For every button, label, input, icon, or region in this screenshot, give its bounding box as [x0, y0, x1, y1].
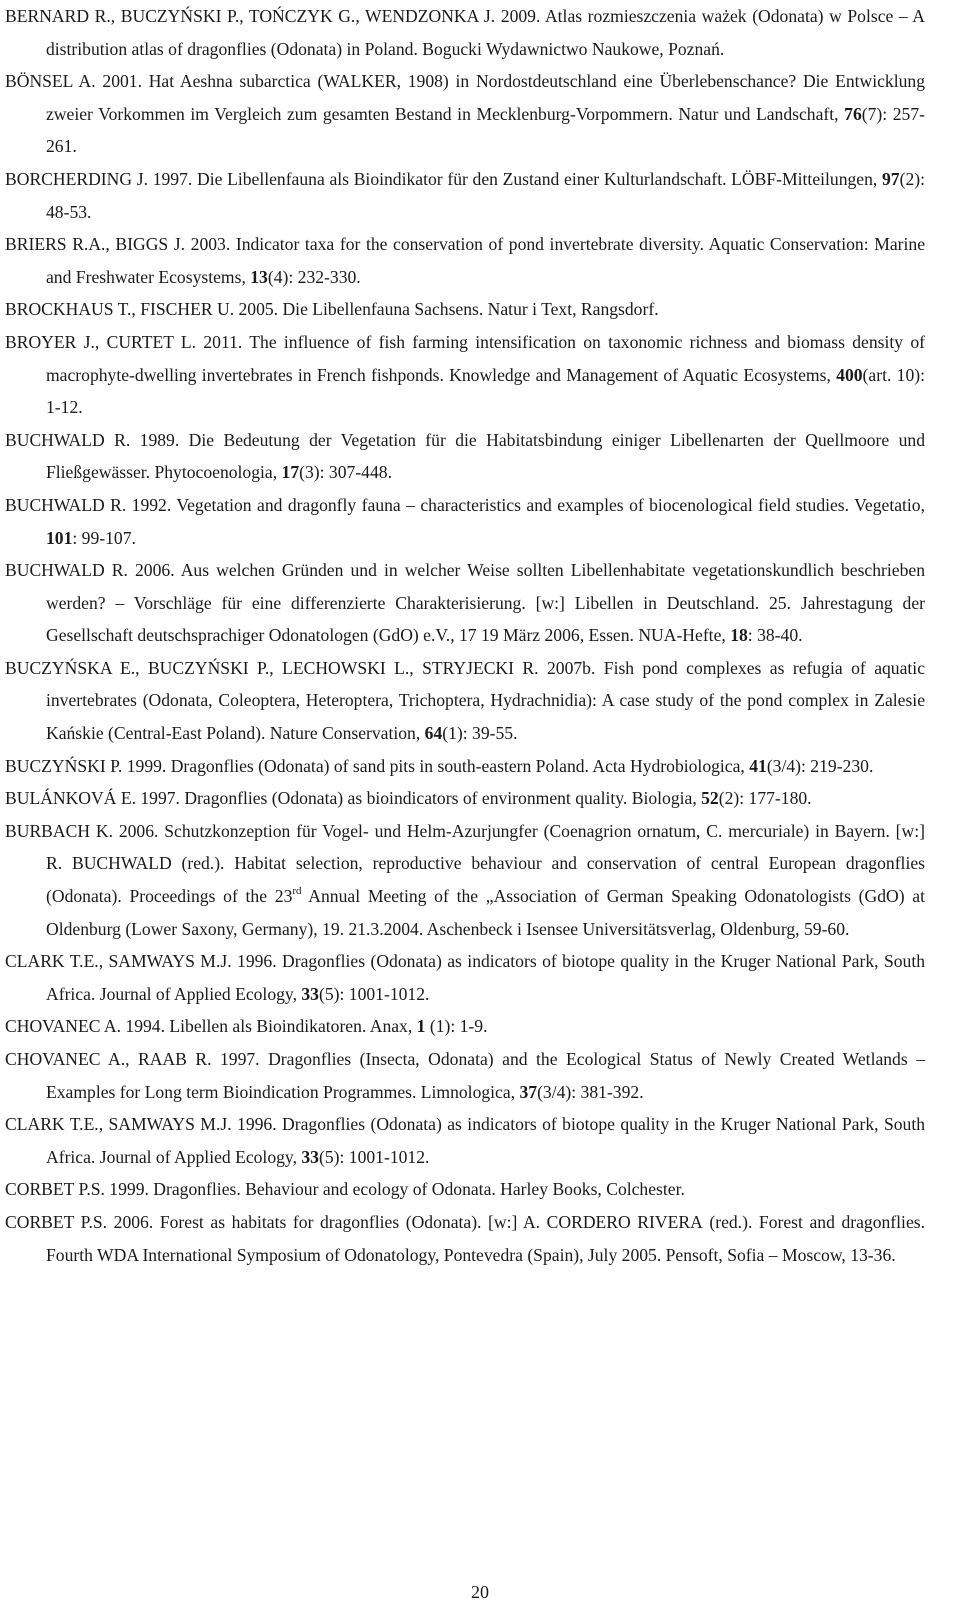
reference-volume: 1 — [416, 1016, 426, 1037]
reference-author: BRIERS R.A., BIGGS J. — [5, 234, 186, 255]
reference-author: WALKER — [323, 71, 397, 92]
reference-text: Annual Meeting of the „Association of German Speaking Odonatologists (GdO) at Oldenburg (Lower Saxony, Germany), 19. 21.3.2004. Aschenbeck i Isensee Universitätsverlag, Oldenburg, 59-60. — [46, 886, 925, 939]
reference-text: (2): 177-180. — [718, 788, 812, 809]
reference-volume: 64 — [424, 723, 443, 744]
reference-author: CHOVANEC A. — [5, 1016, 122, 1037]
reference-entry — [5, 554, 925, 652]
reference-text: 1999. Dragonflies. Behaviour and ecology of Odonata. Harley Books, Colchester. — [104, 1179, 685, 1200]
reference-author: BÖNSEL A. — [5, 71, 96, 92]
reference-volume: 18 — [730, 625, 748, 646]
reference-text: 1996. Dragonflies (Odonata) as indicators of biotope quality in the Kruger National Park, South Africa. Journal of Applied Ecology, — [46, 1114, 926, 1167]
reference-text: , 1908) in Nordostdeutschland eine Überlebenschance? Die Entwicklung zweier Vorkommen im Vergleich zum gesamten Bestand in Mecklenburg-Vorpommern. Natur und Landschaft, — [46, 71, 926, 124]
reference-text: (5): 1001-1012. — [318, 1146, 430, 1167]
reference-author: CORBET P.S. — [5, 1179, 105, 1200]
reference-text: (1): 39-55. — [442, 723, 518, 744]
reference-author: CLARK T.E., SAMWAYS M.J. — [5, 951, 232, 972]
reference-list — [5, 0, 925, 1271]
reference-volume: 37 — [519, 1081, 538, 1102]
reference-volume: 400 — [836, 364, 863, 385]
reference-text: 1997. Dragonflies (Insecta, Odonata) and the Ecological Status of Newly Created Wetlands – Examples for Long term Bioindication Programmes. Limnologica, — [46, 1049, 925, 1102]
reference-author: CHOVANEC A., RAAB R. — [5, 1049, 212, 1069]
reference-text: 2006. Schutzkonzeption für Vogel- und Helm-Azurjungfer (Coenagrion ornatum, C. mercuriale) in Bayern. [w:] R. — [46, 820, 925, 874]
reference-volume: 97 — [882, 168, 900, 189]
reference-author: BUCZYŃSKA E., BUCZYŃSKI P., LECHOWSKI L., STRYJECKI R. — [5, 657, 539, 678]
reference-author: BERNARD R., BUCZYŃSKI P., TOŃCZYK G., WENDZONKA J. — [5, 6, 496, 26]
reference-volume: 101 — [46, 527, 73, 548]
reference-text: 1996. Dragonflies (Odonata) as indicators of biotope quality in the Kruger National Park, South Africa. Journal of Applied Ecology, — [46, 951, 926, 1004]
reference-text: (1): 1-9. — [425, 1016, 488, 1037]
reference-entry — [5, 1108, 925, 1173]
reference-text: (3): 307-448. — [299, 462, 392, 483]
reference-text: (red.). Forest and dragonflies. Fourth WDA International Symposium of Odonatology, Pontevedra (Spain), July 2005. Pensoft, Sofia – Moscow, 13-36. — [46, 1211, 925, 1265]
reference-text: 2005. Die Libellenfauna Sachsens. Natur i Text, Rangsdorf. — [234, 299, 659, 320]
reference-text: 1997. Dragonflies (Odonata) as bioindicators of environment quality. Biologia, — [135, 788, 702, 809]
reference-superscript: rd — [292, 885, 302, 898]
reference-text: 2001. Hat Aeshna subarctica ( — [95, 71, 324, 92]
reference-entry — [5, 1043, 925, 1108]
reference-volume: 17 — [281, 462, 300, 483]
reference-text: 2006. Forest as habitats for dragonflies (Odonata). [w:] A. — [107, 1211, 547, 1232]
reference-volume: 52 — [701, 788, 719, 809]
reference-entry — [5, 293, 925, 326]
reference-text: (5): 1001-1012. — [318, 983, 430, 1004]
reference-author: BULÁNKOVÁ E. — [5, 788, 136, 809]
reference-text: (3/4): 381-392. — [537, 1081, 644, 1102]
reference-entry — [5, 489, 925, 554]
reference-author: BUCHWALD R. — [5, 429, 131, 450]
reference-text: 2011. The influence of fish farming intensification on taxonomic richness and biomass density of macrophyte-dwelling invertebrates in French fishponds. Knowledge and Management of Aquatic Ecosystems, — [46, 331, 926, 385]
reference-text: 1989. Die Bedeutung der Vegetation für die Habitatsbindung einiger Libellenarten der Quellmoore und Fließgewässer. Phytocoenologia, — [46, 429, 926, 483]
reference-volume: 76 — [844, 103, 862, 124]
reference-text: 2007b. Fish pond complexes as refugia of aquatic invertebrates (Odonata, Coleoptera, Heteroptera, Trichoptera, Hydrachnidia): A case study of the pond complex in Zalesie Kańskie (Central-East Poland). Nature Conservation, — [46, 657, 925, 744]
reference-entry — [5, 0, 925, 65]
reference-entry — [5, 782, 925, 815]
reference-volume: 13 — [250, 266, 268, 287]
reference-entry — [5, 228, 925, 293]
reference-author: CLARK T.E., SAMWAYS M.J. — [5, 1114, 232, 1135]
reference-entry — [5, 326, 925, 424]
reference-author: BUCHWALD R. — [5, 560, 128, 581]
page-number: 20 — [471, 1582, 489, 1602]
reference-author: BROCKHAUS T., FISCHER U. — [5, 299, 235, 320]
reference-text: 1997. Die Libellenfauna als Bioindikator für den Zustand einer Kulturlandschaft. LÖBF-Mitteilungen, — [148, 168, 882, 189]
reference-text: (3/4): 219-230. — [766, 755, 874, 776]
reference-text: (art. 10): 1-12. — [46, 364, 925, 418]
reference-entry — [5, 163, 925, 228]
reference-entry — [5, 652, 925, 750]
reference-text: 1992. Vegetation and dragonfly fauna – characteristics and examples of biocenological field studies. Vegetatio, — [126, 494, 925, 515]
reference-text: 1999. Dragonflies (Odonata) of sand pits in south-eastern Poland. Acta Hydrobiologica, — [122, 755, 750, 776]
reference-text: (red.). Habitat selection, reproductive behaviour and conservation of central European dragonflies (Odonata). Proceedings of the 23 — [46, 853, 925, 907]
reference-volume: 33 — [301, 983, 319, 1004]
reference-text: (2): 48-53. — [46, 168, 925, 222]
reference-author: CORDERO RIVERA — [546, 1211, 703, 1232]
reference-entry — [5, 424, 925, 489]
reference-text: (7): 257-261. — [46, 103, 926, 157]
reference-author: BUCHWALD — [71, 853, 172, 874]
reference-text: (4): 232-330. — [267, 266, 361, 287]
reference-text: : 38-40. — [747, 625, 803, 646]
reference-author: BURBACH K. — [5, 820, 113, 841]
reference-entry — [5, 1010, 925, 1043]
reference-entry — [5, 1206, 925, 1271]
reference-author: BORCHERDING J. — [5, 168, 149, 189]
reference-author: CORBET P.S. — [5, 1211, 108, 1232]
reference-volume: 41 — [749, 755, 767, 776]
reference-entry — [5, 815, 925, 945]
reference-text: 2003. Indicator taxa for the conservation of pond invertebrate diversity. Aquatic Conservation: Marine and Freshwater Ecosystems, — [46, 234, 925, 287]
reference-text: 2009. Atlas rozmieszczenia ważek (Odonata) w Polsce – A distribution atlas of dragonflies (Odonata) in Poland. Bogucki Wydawnictwo Naukowe, Poznań. — [46, 6, 925, 59]
reference-text: : 99-107. — [72, 527, 136, 548]
reference-author: BROYER J., CURTET L. — [5, 331, 197, 352]
reference-author: BUCZYŃSKI P. — [5, 755, 123, 776]
reference-text: 1994. Libellen als Bioindikatoren. Anax, — [121, 1016, 417, 1037]
reference-entry — [5, 65, 925, 163]
reference-entry — [5, 750, 925, 783]
reference-author: BUCHWALD R. — [5, 494, 127, 515]
reference-entry — [5, 1173, 925, 1206]
reference-volume: 33 — [301, 1146, 319, 1167]
reference-entry — [5, 945, 925, 1010]
reference-text: 2006. Aus welchen Gründen und in welcher Weise sollten Libellenhabitate vegetationskundlich beschrieben werden? – Vorschläge für eine differenzierte Charakterisierung. [w:] Libellen in Deutschland. 25. Jahrestagung der Gesellschaft deutschsprachiger Odonatologen (GdO) e.V., 17 19 März 2006, Essen. NUA-Hefte, — [46, 560, 925, 646]
